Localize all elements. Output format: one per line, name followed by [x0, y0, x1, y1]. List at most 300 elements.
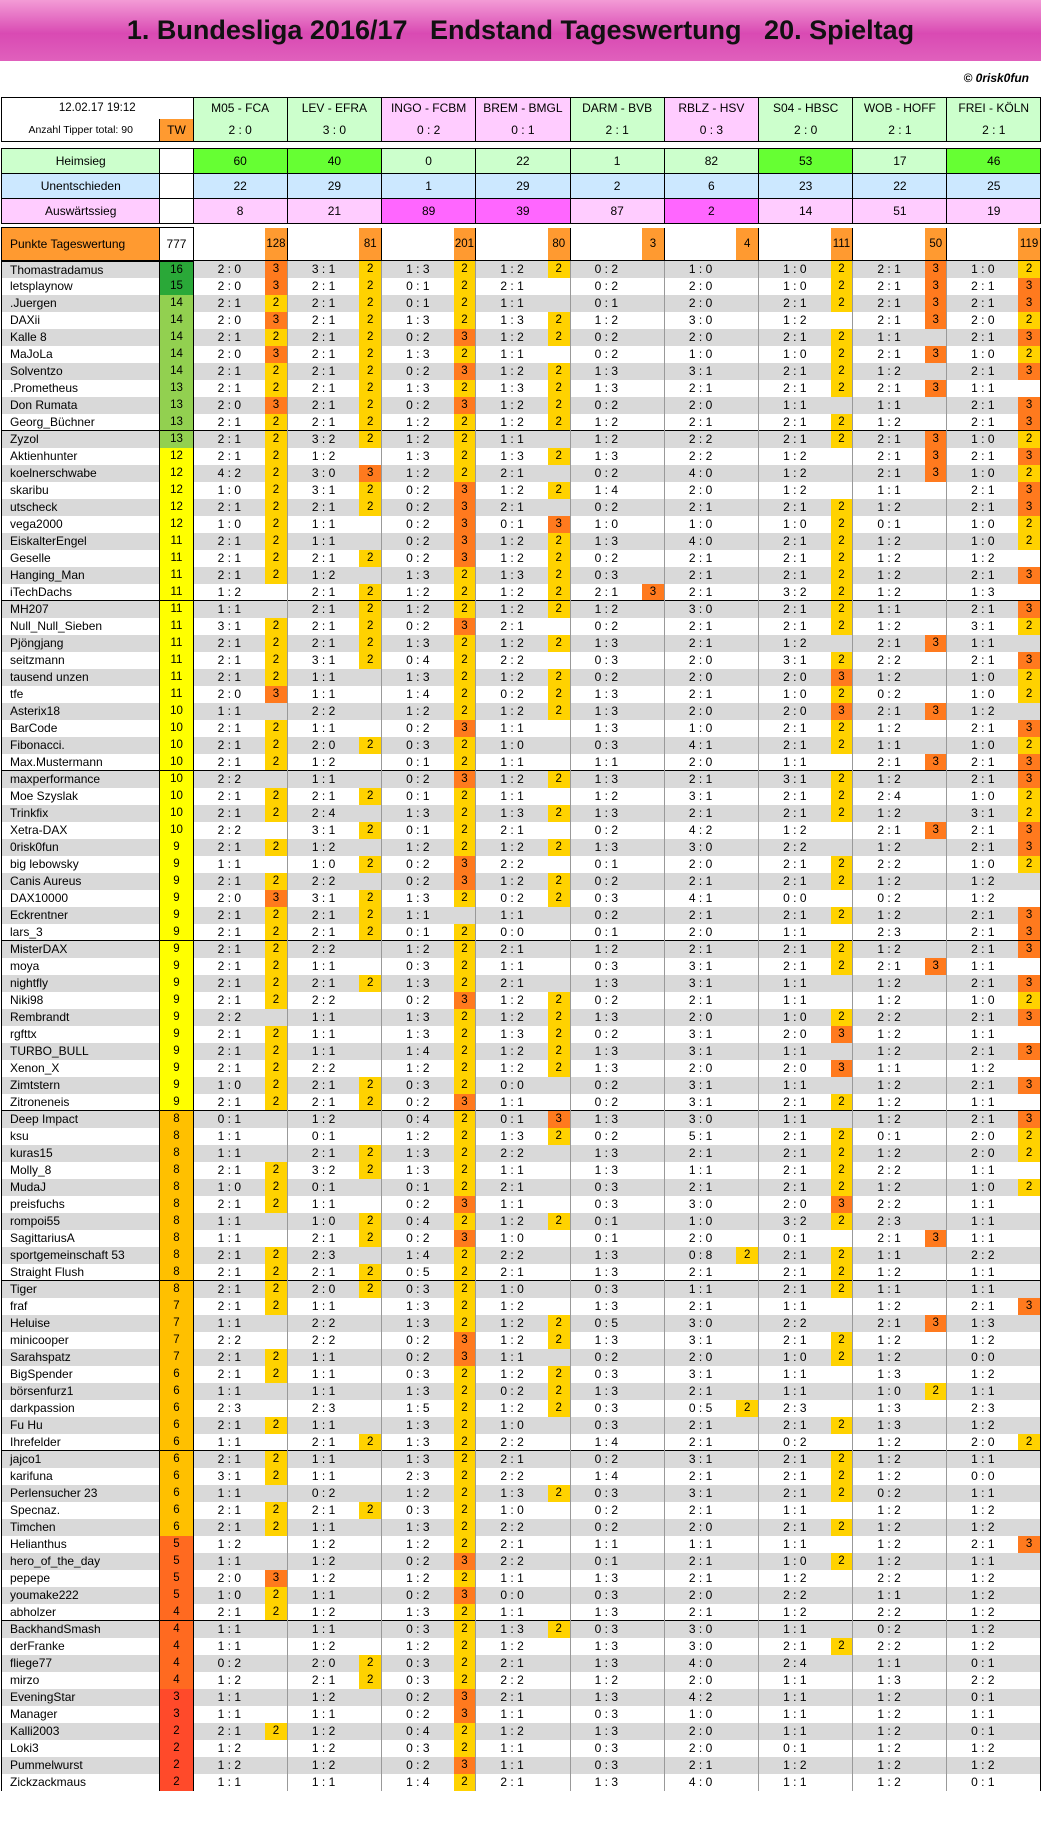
tip-points: 3	[925, 703, 947, 720]
tip-points	[1018, 1655, 1040, 1672]
tip-points	[548, 1247, 570, 1264]
match-header: M05 - FCA	[193, 98, 287, 119]
tip-points: 2	[454, 941, 476, 958]
tip-score: 1 : 2	[382, 1485, 454, 1502]
tip-score: 1 : 2	[947, 1332, 1018, 1349]
tip-score: 2 : 0	[664, 278, 736, 295]
tip-score: 1 : 0	[476, 1502, 548, 1519]
tip-points	[736, 482, 758, 499]
tip-points: 2	[1018, 1128, 1040, 1145]
tip-score: 2 : 1	[664, 907, 736, 924]
tip-points: 3	[1018, 822, 1040, 839]
player-name: Moe Szyslak	[2, 788, 160, 805]
player-row	[2, 1281, 1041, 1298]
tip-score: 1 : 1	[476, 1757, 548, 1774]
tip-score: 1 : 1	[193, 1485, 265, 1502]
tip-score: 1 : 2	[853, 1689, 925, 1706]
tip-points: 2	[1018, 856, 1040, 873]
match-points: 80	[548, 228, 570, 261]
tip-points: 2	[454, 1740, 476, 1757]
tip-score: 1 : 2	[476, 550, 548, 567]
tip-points: 2	[359, 414, 381, 431]
tip-points: 2	[359, 363, 381, 380]
tip-score: 2 : 1	[287, 584, 359, 601]
tip-points: 2	[454, 1655, 476, 1672]
tip-points: 3	[548, 1111, 570, 1128]
tip-score: 2 : 2	[853, 1604, 925, 1621]
tip-points	[642, 1179, 664, 1196]
player-name: BarCode	[2, 720, 160, 737]
player-name: Pummelwurst	[2, 1757, 160, 1774]
player-row	[2, 754, 1041, 771]
tip-score: 2 : 1	[476, 1689, 548, 1706]
tip-score: 2 : 1	[287, 975, 359, 992]
tip-score: 1 : 2	[853, 499, 925, 516]
tip-score: 2 : 1	[287, 295, 359, 312]
tip-points	[736, 1451, 758, 1468]
tip-score: 0 : 3	[382, 1502, 454, 1519]
tw-score: 14	[160, 295, 193, 312]
tip-points: 2	[359, 788, 381, 805]
tip-points	[359, 1111, 381, 1128]
player-row	[2, 788, 1041, 805]
tip-points	[1018, 1638, 1040, 1655]
tip-score: 1 : 1	[193, 1315, 265, 1332]
tip-score: 1 : 2	[476, 261, 548, 278]
tip-points	[1018, 890, 1040, 907]
heimsieg-value: 0	[382, 149, 476, 174]
tw-score: 9	[160, 975, 193, 992]
tip-score: 2 : 1	[193, 788, 265, 805]
tip-points	[736, 1060, 758, 1077]
tw-score: 7	[160, 1298, 193, 1315]
tip-points: 2	[454, 924, 476, 941]
tip-points	[925, 1247, 947, 1264]
tw-score: 9	[160, 907, 193, 924]
tip-score: 1 : 1	[476, 1570, 548, 1587]
tip-score: 2 : 0	[759, 703, 831, 720]
player-name: skaribu	[2, 482, 160, 499]
tw-score: 11	[160, 686, 193, 703]
player-name: lars_3	[2, 924, 160, 941]
tip-score: 0 : 4	[382, 1213, 454, 1230]
tip-score: 1 : 2	[476, 1400, 548, 1417]
tip-points: 2	[831, 1519, 853, 1536]
tip-points: 3	[454, 397, 476, 414]
tip-score: 2 : 1	[947, 397, 1018, 414]
tip-points	[359, 533, 381, 550]
tip-score: 0 : 3	[570, 1179, 642, 1196]
tip-points	[925, 397, 947, 414]
tip-score: 1 : 3	[382, 567, 454, 584]
tip-score: 1 : 2	[287, 1740, 359, 1757]
tip-score: 1 : 0	[193, 482, 265, 499]
tip-points: 2	[454, 1502, 476, 1519]
tip-points	[736, 1179, 758, 1196]
tip-score: 1 : 2	[476, 635, 548, 652]
tip-score: 1 : 2	[853, 1298, 925, 1315]
player-name: rgfttx	[2, 1026, 160, 1043]
tip-score: 2 : 1	[193, 1043, 265, 1060]
player-name: Georg_Büchner	[2, 414, 160, 431]
tip-points	[265, 856, 287, 873]
tip-score: 2 : 2	[853, 1570, 925, 1587]
tip-points	[359, 1400, 381, 1417]
tip-points	[925, 499, 947, 516]
auswaertssieg-label: Auswärtssieg	[2, 199, 160, 224]
tip-score: 2 : 1	[664, 1264, 736, 1281]
tw-score: 6	[160, 1400, 193, 1417]
tip-points: 2	[454, 737, 476, 754]
tip-score: 1 : 1	[853, 1247, 925, 1264]
player-row	[2, 482, 1041, 499]
tip-points	[265, 1128, 287, 1145]
tip-points: 2	[454, 669, 476, 686]
player-row	[2, 1366, 1041, 1383]
tip-score: 2 : 1	[193, 414, 265, 431]
tip-points	[265, 1655, 287, 1672]
tip-points	[736, 312, 758, 329]
tip-points: 2	[265, 669, 287, 686]
tip-points: 2	[548, 1400, 570, 1417]
tip-points	[1018, 1451, 1040, 1468]
tip-points: 3	[265, 397, 287, 414]
player-name: Hanging_Man	[2, 567, 160, 584]
tip-points: 2	[454, 346, 476, 363]
tip-score: 2 : 1	[193, 295, 265, 312]
tip-points	[1018, 635, 1040, 652]
tip-points: 2	[831, 601, 853, 618]
tip-points	[736, 1281, 758, 1298]
tip-points	[359, 1468, 381, 1485]
tip-points: 3	[454, 533, 476, 550]
tw-score: 9	[160, 1094, 193, 1111]
tw-score: 10	[160, 822, 193, 839]
player-row	[2, 1043, 1041, 1060]
tip-points	[736, 1604, 758, 1621]
tip-points	[831, 822, 853, 839]
tip-score: 2 : 2	[476, 1247, 548, 1264]
tip-score: 0 : 2	[382, 533, 454, 550]
player-row	[2, 1009, 1041, 1026]
tip-points	[925, 1604, 947, 1621]
tip-points	[736, 1264, 758, 1281]
tip-score: 1 : 3	[947, 1315, 1018, 1332]
points-spacer	[664, 228, 736, 261]
tw-score: 4	[160, 1604, 193, 1621]
tip-points: 2	[265, 1468, 287, 1485]
tip-points	[736, 567, 758, 584]
tip-score: 2 : 1	[947, 278, 1018, 295]
tip-points: 2	[265, 1094, 287, 1111]
tip-points: 3	[454, 1094, 476, 1111]
tip-points: 2	[359, 1672, 381, 1689]
tw-score: 9	[160, 1043, 193, 1060]
points-spacer	[287, 228, 359, 261]
tip-score: 1 : 2	[853, 992, 925, 1009]
player-name: Rembrandt	[2, 1009, 160, 1026]
player-row	[2, 1774, 1041, 1791]
tip-score: 1 : 2	[287, 839, 359, 856]
tip-score: 3 : 1	[664, 1077, 736, 1094]
tip-score: 2 : 1	[759, 1485, 831, 1502]
player-name: BackhandSmash	[2, 1621, 160, 1638]
tip-score: 1 : 1	[664, 1536, 736, 1553]
tip-score: 1 : 4	[570, 1434, 642, 1451]
tip-points	[736, 1672, 758, 1689]
tip-score: 2 : 1	[193, 669, 265, 686]
tip-score: 3 : 1	[947, 805, 1018, 822]
player-name: TURBO_BULL	[2, 1043, 160, 1060]
tip-score: 2 : 1	[664, 499, 736, 516]
tip-score: 3 : 0	[664, 1638, 736, 1655]
tw-score: 6	[160, 1451, 193, 1468]
tip-score: 1 : 2	[853, 1502, 925, 1519]
tip-score: 1 : 2	[570, 788, 642, 805]
tip-points	[265, 1213, 287, 1230]
tip-score: 2 : 1	[664, 1179, 736, 1196]
tip-score: 2 : 3	[853, 1213, 925, 1230]
tip-points: 2	[831, 1281, 853, 1298]
tip-points: 2	[359, 856, 381, 873]
player-row	[2, 975, 1041, 992]
player-name: Heluise	[2, 1315, 160, 1332]
tw-score: 14	[160, 346, 193, 363]
player-row	[2, 380, 1041, 397]
match-result: 2 : 1	[947, 119, 1041, 142]
tip-score: 0 : 3	[570, 1706, 642, 1723]
tip-score: 2 : 1	[287, 635, 359, 652]
tip-score: 2 : 0	[947, 1434, 1018, 1451]
player-row	[2, 1026, 1041, 1043]
tip-points: 2	[1018, 805, 1040, 822]
tip-points	[831, 465, 853, 482]
tip-points	[736, 1723, 758, 1740]
tip-score: 1 : 2	[287, 1757, 359, 1774]
tip-points	[736, 533, 758, 550]
tip-score: 2 : 1	[759, 533, 831, 550]
tip-score: 2 : 2	[664, 448, 736, 465]
tip-points	[642, 1672, 664, 1689]
tip-points	[642, 720, 664, 737]
tip-score: 2 : 1	[193, 380, 265, 397]
tip-score: 0 : 5	[382, 1264, 454, 1281]
tipper-count: Anzahl Tipper total: 90	[2, 119, 160, 142]
tip-points	[265, 1145, 287, 1162]
tip-points	[925, 1111, 947, 1128]
tip-score: 1 : 1	[382, 907, 454, 924]
player-row	[2, 312, 1041, 329]
tip-points: 2	[831, 550, 853, 567]
player-name: moya	[2, 958, 160, 975]
match-header: DARM - BVB	[570, 98, 664, 119]
player-row	[2, 448, 1041, 465]
tip-score: 2 : 1	[664, 414, 736, 431]
tip-points	[642, 1400, 664, 1417]
tip-points	[548, 1281, 570, 1298]
player-name: .Prometheus	[2, 380, 160, 397]
tip-score: 2 : 1	[193, 1604, 265, 1621]
tip-points	[359, 873, 381, 890]
tip-points: 2	[548, 1366, 570, 1383]
player-row	[2, 516, 1041, 533]
tip-score: 1 : 1	[193, 1213, 265, 1230]
tip-points: 2	[359, 482, 381, 499]
tip-score: 2 : 0	[664, 1740, 736, 1757]
tip-score: 1 : 1	[287, 1774, 359, 1791]
tip-points	[736, 414, 758, 431]
tip-score: 1 : 1	[193, 1706, 265, 1723]
player-name: Fu Hu	[2, 1417, 160, 1434]
tip-points	[736, 465, 758, 482]
tip-score: 0 : 1	[382, 1179, 454, 1196]
tip-score: 1 : 2	[853, 618, 925, 635]
tip-points	[736, 1026, 758, 1043]
tip-score: 2 : 1	[853, 431, 925, 448]
tip-score: 2 : 1	[664, 1502, 736, 1519]
tip-score: 3 : 1	[287, 482, 359, 499]
tip-score: 2 : 1	[759, 1451, 831, 1468]
tip-score: 3 : 0	[664, 1315, 736, 1332]
tip-points	[831, 1077, 853, 1094]
tip-points: 3	[454, 1230, 476, 1247]
tip-score: 2 : 1	[759, 1264, 831, 1281]
tip-points: 2	[359, 499, 381, 516]
tip-score: 1 : 2	[382, 414, 454, 431]
tip-score: 2 : 1	[287, 329, 359, 346]
tip-score: 1 : 1	[193, 703, 265, 720]
tip-score: 2 : 2	[759, 1315, 831, 1332]
tip-score: 1 : 3	[382, 890, 454, 907]
player-name: MaJoLa	[2, 346, 160, 363]
tip-score: 1 : 2	[476, 1638, 548, 1655]
tip-score: 2 : 1	[947, 363, 1018, 380]
tip-score: 0 : 0	[476, 1077, 548, 1094]
tip-points: 2	[831, 737, 853, 754]
tip-points: 2	[548, 312, 570, 329]
tip-points: 2	[359, 397, 381, 414]
tip-score: 1 : 2	[382, 703, 454, 720]
tip-points	[642, 1774, 664, 1791]
tip-score: 2 : 1	[947, 329, 1018, 346]
tip-score: 0 : 2	[759, 1434, 831, 1451]
tw-score: 10	[160, 805, 193, 822]
player-row	[2, 1655, 1041, 1672]
tip-score: 1 : 1	[476, 1162, 548, 1179]
tip-points	[925, 550, 947, 567]
tip-points	[359, 1757, 381, 1774]
tip-points	[265, 1757, 287, 1774]
tip-score: 2 : 1	[947, 499, 1018, 516]
player-row	[2, 890, 1041, 907]
tw-score: 13	[160, 380, 193, 397]
tip-points: 2	[265, 414, 287, 431]
tip-score: 2 : 4	[759, 1655, 831, 1672]
tip-score: 1 : 1	[287, 1009, 359, 1026]
tw-score: 8	[160, 1145, 193, 1162]
tw-score: 12	[160, 465, 193, 482]
tip-points	[736, 1468, 758, 1485]
tip-score: 4 : 2	[664, 1689, 736, 1706]
tip-points: 2	[454, 1434, 476, 1451]
tw-score: 8	[160, 1128, 193, 1145]
tip-points	[642, 856, 664, 873]
tip-points	[736, 754, 758, 771]
tip-score: 1 : 3	[570, 1162, 642, 1179]
tip-points: 3	[454, 1332, 476, 1349]
tip-score: 2 : 1	[193, 1026, 265, 1043]
tip-score: 2 : 2	[476, 1519, 548, 1536]
tip-points: 3	[831, 1060, 853, 1077]
player-name: Deep Impact	[2, 1111, 160, 1128]
tip-score: 2 : 1	[193, 839, 265, 856]
tip-points	[831, 1502, 853, 1519]
player-name: jajco1	[2, 1451, 160, 1468]
tw-score: 4	[160, 1655, 193, 1672]
tip-score: 0 : 1	[570, 1213, 642, 1230]
tip-score: 2 : 2	[476, 652, 548, 669]
tip-score: 1 : 3	[853, 1400, 925, 1417]
tip-points	[736, 788, 758, 805]
tip-score: 0 : 0	[476, 1587, 548, 1604]
tip-score: 2 : 1	[193, 873, 265, 890]
tip-score: 1 : 1	[476, 1604, 548, 1621]
tip-score: 1 : 3	[476, 805, 548, 822]
tip-score: 2 : 1	[476, 1451, 548, 1468]
player-name: Solventzo	[2, 363, 160, 380]
tip-points: 3	[1018, 329, 1040, 346]
tip-score: 1 : 2	[382, 601, 454, 618]
tip-points: 2	[359, 1281, 381, 1298]
tip-score: 1 : 2	[853, 550, 925, 567]
tip-score: 1 : 3	[382, 380, 454, 397]
tip-score: 1 : 2	[853, 1757, 925, 1774]
tip-points	[265, 703, 287, 720]
tip-score: 1 : 2	[287, 1604, 359, 1621]
tip-points	[831, 312, 853, 329]
tip-score: 2 : 1	[287, 550, 359, 567]
tip-points	[925, 1570, 947, 1587]
player-name: Molly_8	[2, 1162, 160, 1179]
tip-points: 2	[548, 329, 570, 346]
tip-points: 3	[1018, 754, 1040, 771]
tip-points	[359, 1417, 381, 1434]
tip-points	[1018, 1519, 1040, 1536]
empty-cell	[160, 174, 193, 199]
tip-points: 2	[548, 397, 570, 414]
tip-points: 2	[831, 1485, 853, 1502]
tip-score: 1 : 1	[853, 329, 925, 346]
tip-points: 2	[1018, 261, 1040, 278]
player-name: nightfly	[2, 975, 160, 992]
tw-score: 7	[160, 1349, 193, 1366]
tip-points	[548, 1451, 570, 1468]
tip-points: 2	[831, 431, 853, 448]
tip-score: 2 : 1	[287, 788, 359, 805]
tip-points	[736, 839, 758, 856]
tip-score: 1 : 3	[382, 635, 454, 652]
tip-score: 2 : 2	[947, 1247, 1018, 1264]
tip-score: 2 : 1	[664, 1570, 736, 1587]
tip-score: 2 : 1	[853, 380, 925, 397]
tip-points	[925, 1043, 947, 1060]
tip-points	[359, 1706, 381, 1723]
tip-score: 1 : 3	[382, 261, 454, 278]
tip-score: 1 : 2	[853, 1740, 925, 1757]
tip-points	[925, 1417, 947, 1434]
tip-score: 0 : 1	[759, 1740, 831, 1757]
tip-score: 1 : 0	[193, 1077, 265, 1094]
